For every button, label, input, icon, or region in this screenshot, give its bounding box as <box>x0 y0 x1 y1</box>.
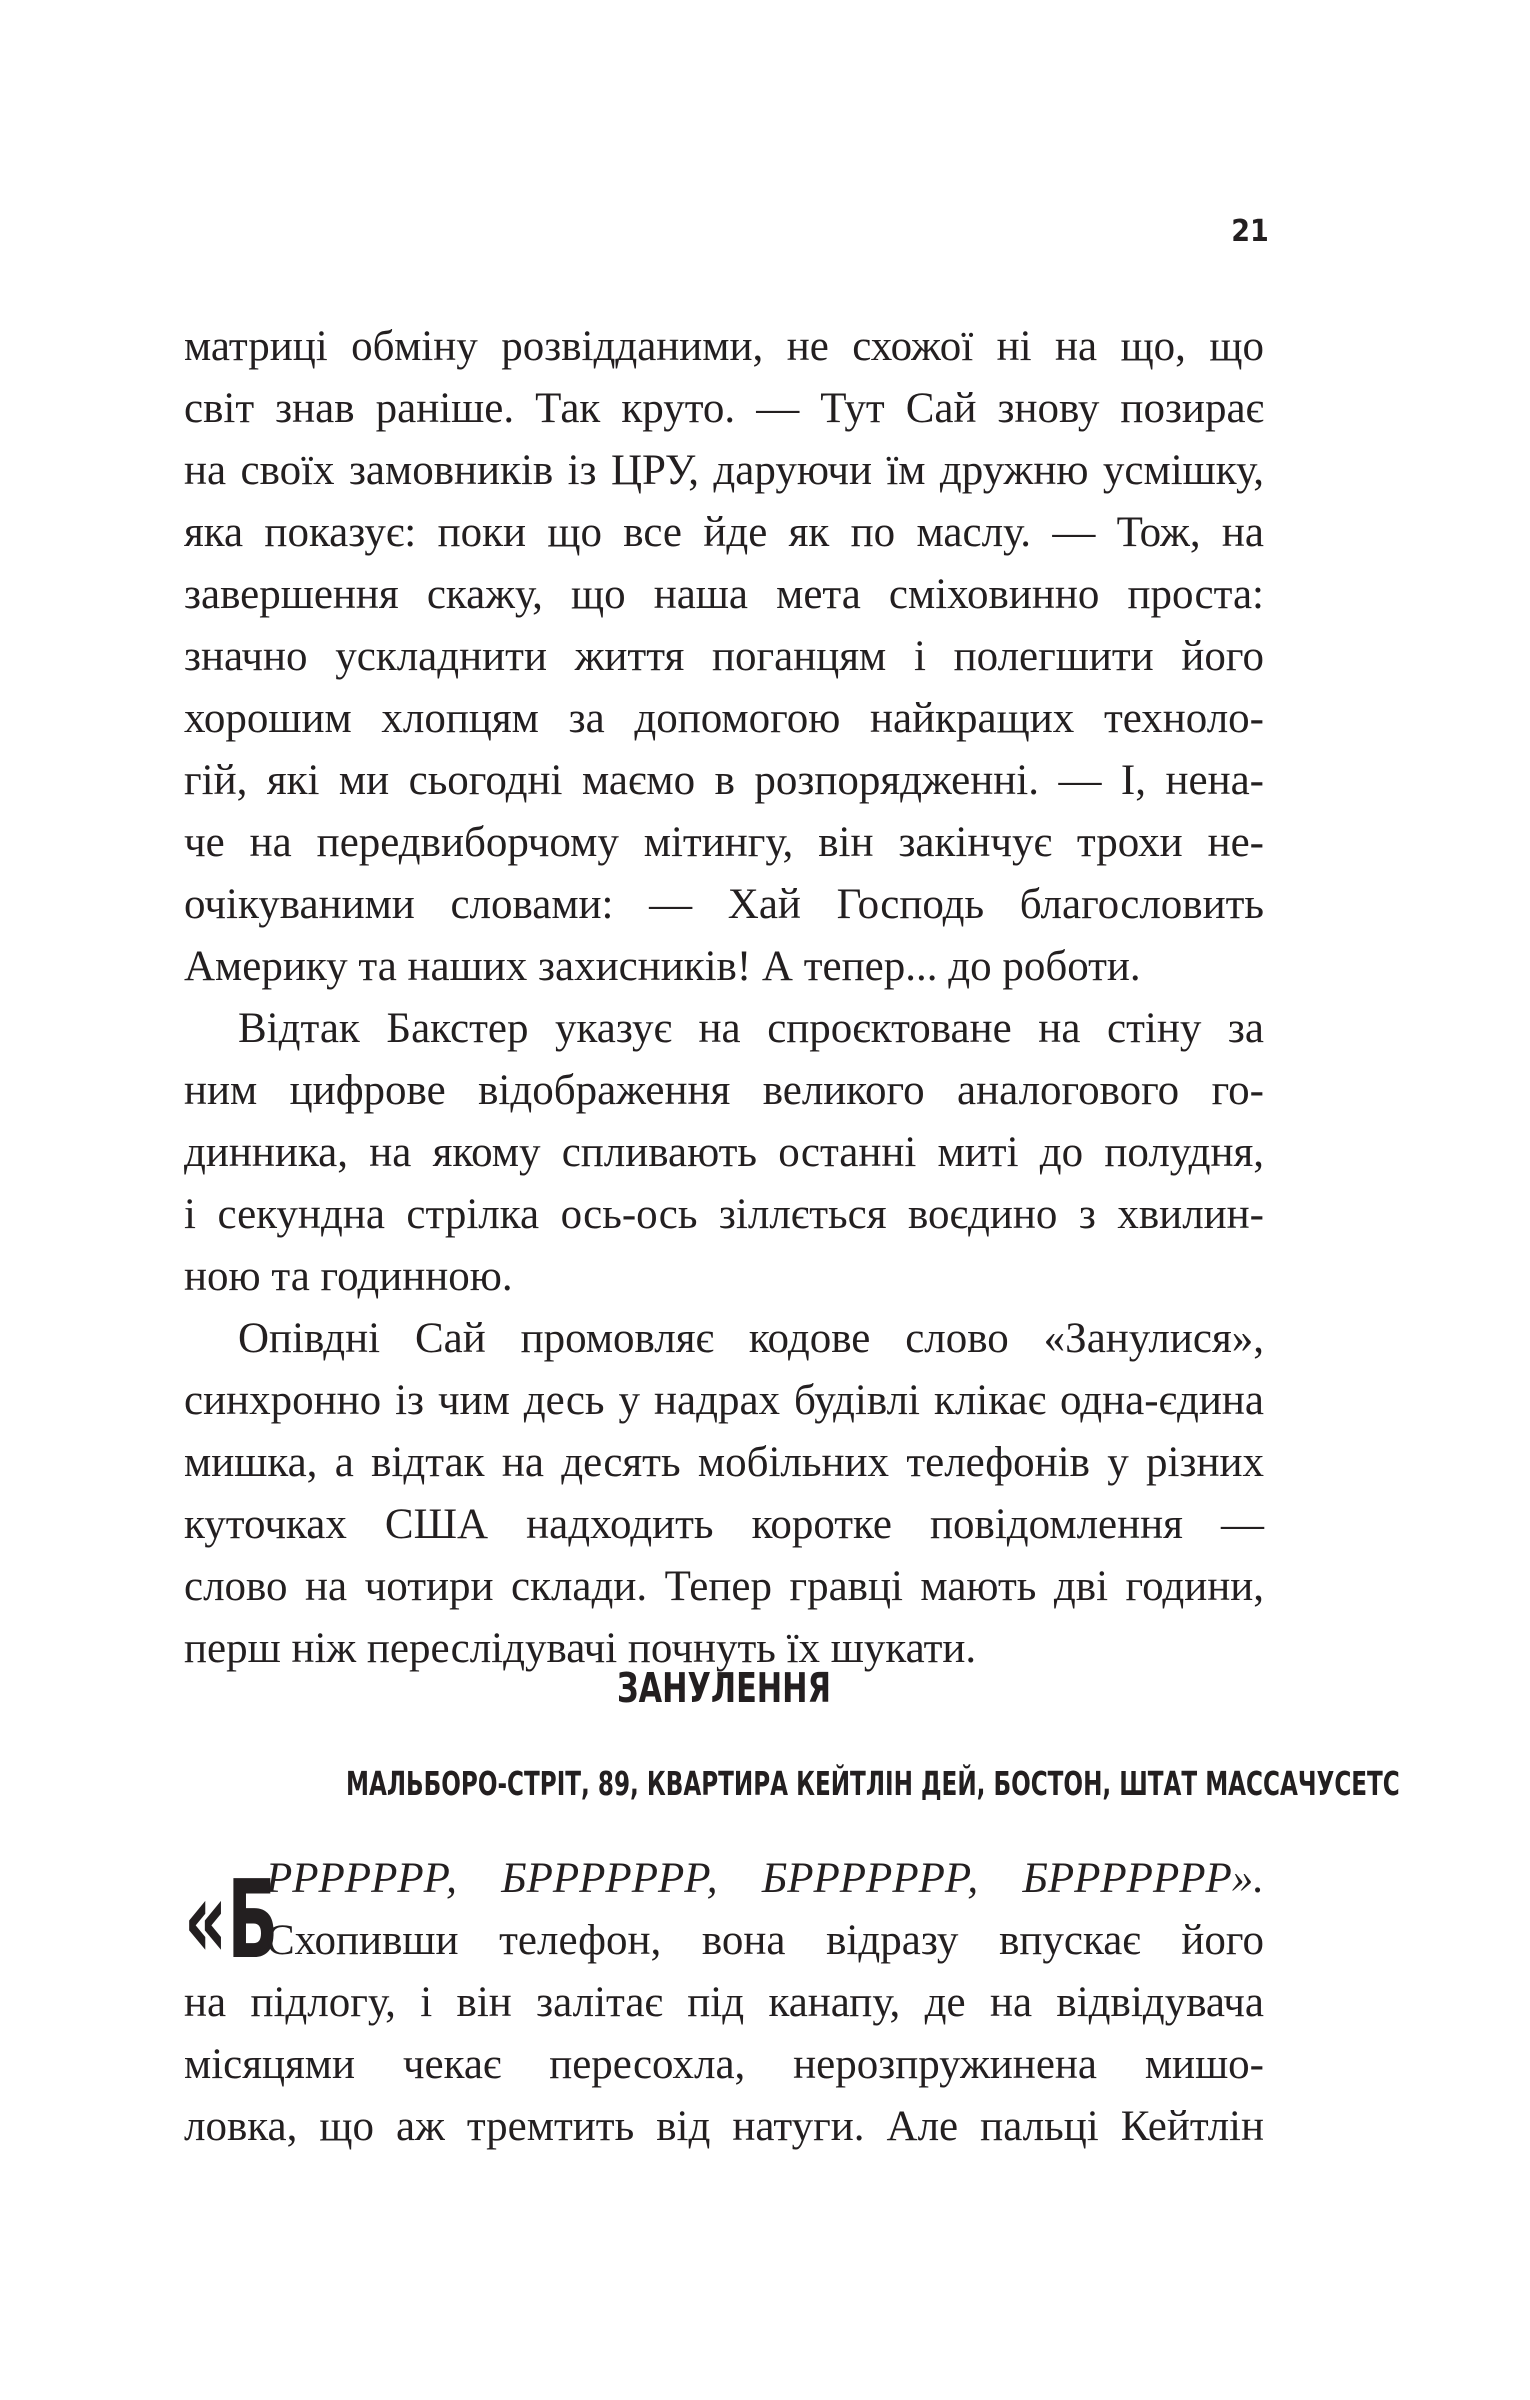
text-line: динника, на якому спливають останні миті до полудня, <box>184 1129 1264 1176</box>
text-line: очікуваними словами: — Хай Господь благословить <box>184 881 1264 928</box>
page-number: 21 <box>1231 214 1269 249</box>
chapter-opening-text <box>184 1848 1264 2158</box>
text-line: Америку та наших захисників! А тепер... до роботи. <box>184 943 1141 990</box>
paragraph-3 <box>184 1308 1264 1680</box>
text-line: ним цифрове відображення великого аналогового го- <box>184 1067 1264 1114</box>
text-line: завершення скажу, що наша мета сміховинно проста: <box>184 571 1264 618</box>
body-text <box>184 316 1264 1680</box>
drop-cap: «Б <box>184 1858 279 1983</box>
text-line: Відтак Бакстер указує на спроєктоване на стіну за <box>238 1005 1264 1052</box>
text-line: мишка, а відтак на десять мобільних телефонів у різних <box>184 1439 1264 1486</box>
text-line: РРРРРРР, БРРРРРРР, БРРРРРРР, БРРРРРРР». <box>266 1855 1264 1902</box>
text-line: яка показує: поки що все йде як по маслу. — Тож, на <box>184 509 1264 556</box>
text-line: світ знав раніше. Так круто. — Тут Сай знову позирає <box>184 385 1264 432</box>
text-line: Схопивши телефон, вона відразу впускає його <box>266 1917 1264 1964</box>
text-line: че на передвиборчому мітингу, він закінчує трохи не- <box>184 819 1264 866</box>
text-line: хорошим хлопцям за допомогою найкращих техноло- <box>184 695 1264 742</box>
text-line: гій, які ми сьогодні маємо в розпорядженні. — І, нена- <box>184 757 1264 804</box>
text-line: Опівдні Сай промовляє кодове слово «Занулися», <box>238 1315 1264 1362</box>
text-line: і секундна стрілка ось-ось зіллється воєдино з хвилин- <box>184 1191 1264 1238</box>
text-line: синхронно із чим десь у надрах будівлі клікає одна-єдина <box>184 1377 1264 1424</box>
text-line: ловка, що аж тремтить від натуги. Але пальці Кейтлін <box>184 2103 1264 2150</box>
text-line: матриці обміну розвідданими, не схожої ні на що, що <box>184 323 1264 370</box>
text-line: на підлогу, і він залітає під канапу, де на відвідувача <box>184 1979 1264 2026</box>
text-line: ною та годинною. <box>184 1253 513 1300</box>
section-title: ЗАНУЛЕННЯ <box>617 1664 831 1712</box>
paragraph-1 <box>184 316 1264 998</box>
text-line: місяцями чекає пересохла, нерозпружинена мишо- <box>184 2041 1264 2088</box>
location-subtitle: МАЛЬБОРО-СТРІТ, 89, КВАРТИРА КЕЙТЛІН ДЕЙ, БОСТОН, ШТАТ МАССАЧУСЕТС <box>346 1764 1400 1803</box>
text-line: на своїх замовників із ЦРУ, даруючи їм дружню усмішку, <box>184 447 1264 494</box>
text-line: куточках США надходить коротке повідомлення — <box>184 1501 1264 1548</box>
text-line: слово на чотири склади. Тепер гравці мають дві години, <box>184 1563 1264 1610</box>
text-line: перш ніж переслідувачі почнуть їх шукати. <box>184 1625 977 1672</box>
text-line: значно ускладнити життя поганцям і полегшити його <box>184 633 1264 680</box>
paragraph-2 <box>184 998 1264 1308</box>
